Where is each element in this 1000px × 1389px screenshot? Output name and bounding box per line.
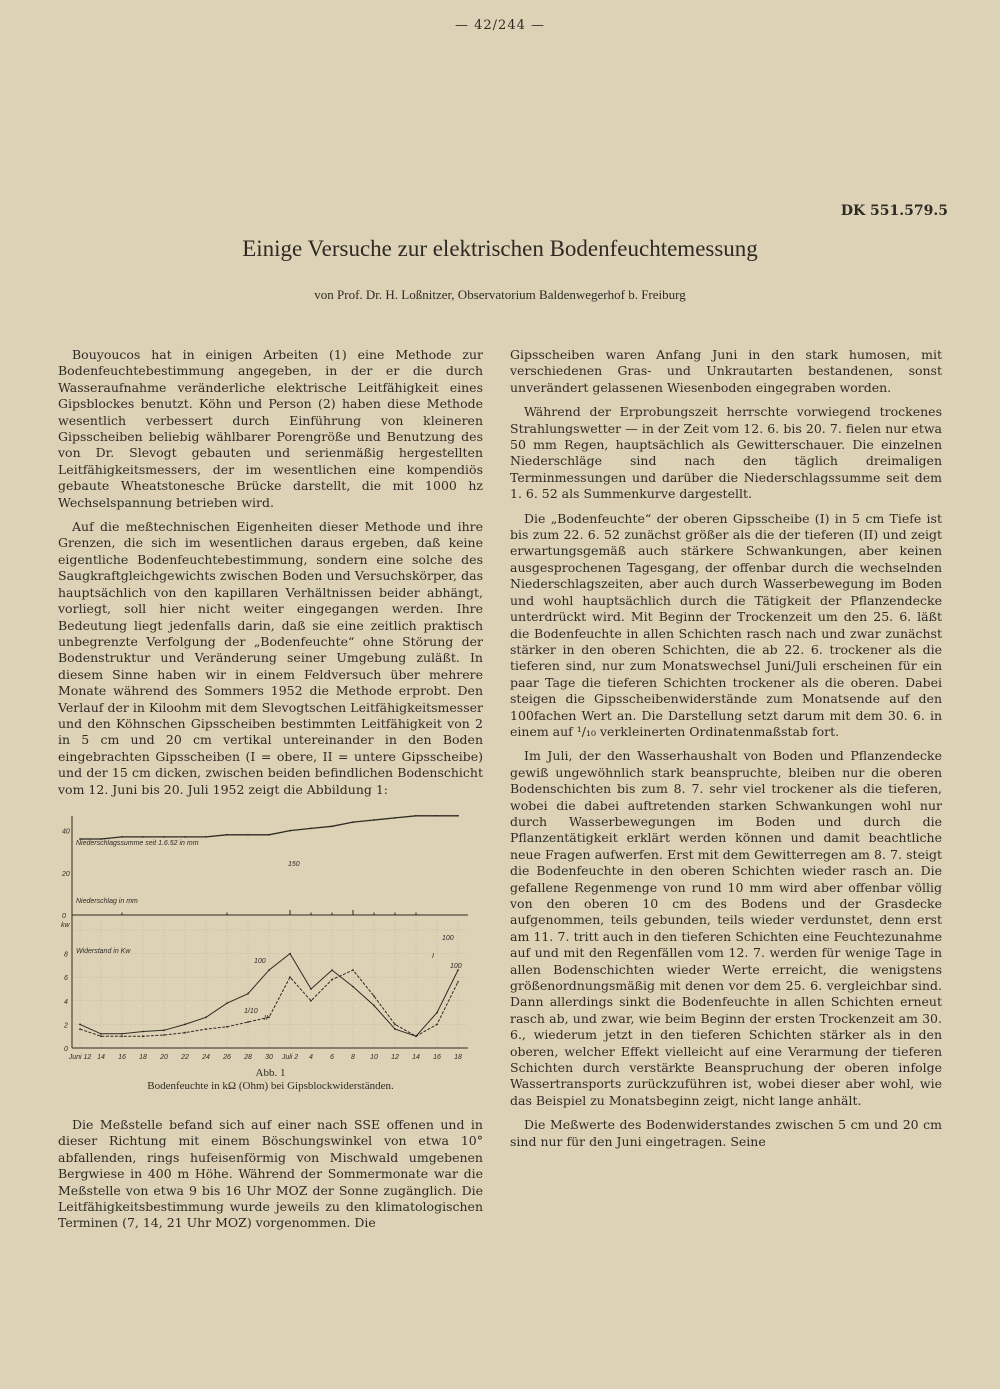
x-tick-label: 10 <box>370 1053 378 1061</box>
data-point <box>457 981 459 983</box>
paragraph: Die „Bodenfeuchte“ der oberen Gipsscheibe (I) in 5 cm Tiefe ist bis zum 22. 6. 52 zunächst größer als die der tieferen (II) und zeigt erwartungsgemäß auch stärkere Schwankungen, aber keinen ausgesprochenen Tagesgang, der offenbar durch die wechselnden Niederschlagszeiten, aber auch durch Wasserbewegung im Boden und wohl hauptsächlich durch die Tätigkeit der Pflanzendecke unterdrückt wird. Mit Beginn der Trockenzeit um den 25. 6. läßt die Bodenfeuchte in allen Schichten rasch nach und zwar zunächst stärker in den oberen Schichten, die ab 22. 6. trockener als die tieferen sind, nur zum Monatswechsel Juni/Juli erscheinen für ein paar Tage die tieferen Schichten trockener als die oberen. Dabei steigen die Gipsscheibenwiderstände zum Monatsende auf den 100fachen Wert an. Die Darstellung setzt darum mit dem 30. 6. in einem auf ¹/₁₀ verkleinerten Ordinatenmaßstab fort. <box>510 510 942 739</box>
paragraph: Die Meßwerte des Bodenwiderstandes zwischen 5 cm und 20 cm sind nur für den Juni eingetragen. Seine <box>510 1117 942 1149</box>
paragraph: Auf die meßtechnischen Eigenheiten dieser Methode und ihre Grenzen, die sich im wesentlichen daraus ergeben, daß keine eigentliche Bodenfeuchtebestimmung, sondern eine solche des Saugkraftgleichgewichts zwischen Boden und Versuchskörper, das hauptsächlich von den kapillaren Verhältnissen beider abhängt, vorliegt, soll hier nicht weiter eingegangen werden. Ihre Bedeutung liegt jedenfalls darin, daß sie eine zeitlich praktisch unbegrenzte Verfolgung der „Bodenfeuchte“ ohne Störung der Bodenstruktur und Veränderung seiner Umgebung zuläßt. In diesem Sinne haben wir in einem Feldversuch über mehrere Monate während des Sommers 1952 die Methode erprobt. Den Verlauf der in Kiloohm mit dem Slevogtschen Leitfähigkeitsmesser und den Köhnschen Gipsscheiben bestimmten Leitfähigkeit von 2 in 5 cm und 20 cm vertikal untereinander in den Boden eingebrachten Gipsscheiben (I = obere, II = untere Gipsscheibe) und der 15 cm dicken, zwischen beiden befindlichen Bodenschicht vom 12. Juni bis 20. Juli 1952 zeigt die Abbildung 1: <box>58 519 483 797</box>
paragraph: Bouyoucos hat in einigen Arbeiten (1) eine Methode zur Bodenfeuchtebestimmung angegeben, in der er die durch Wasseraufnahme veränderliche elektrische Leitfähigkeit eines Gipsblockes benutzt. Köhn und Person (2) haben diese Methode wesentlich verbessert durch Einführung von kleineren Gipsscheiben beliebig wählbarer Porengröße und Benutzung des von Dr. Slevogt gebauten und serienmäßig hergestellten Leitfähigkeitsmessers, der im wesentlichen eine kompendiös gebaute Wheatstonesche Brücke darstellt, die mit 1000 hz Wechselspannung betrieben wird. <box>58 347 483 510</box>
caption-line-1: Abb. 1 <box>255 1066 286 1079</box>
data-point <box>352 986 354 988</box>
data-point <box>205 1028 207 1030</box>
data-point <box>394 1028 396 1030</box>
data-point <box>142 1035 144 1037</box>
data-point <box>100 838 102 840</box>
y-tick-label: 20 <box>62 870 70 878</box>
data-point <box>268 969 270 971</box>
data-point <box>352 821 354 823</box>
x-tick-label: 18 <box>139 1053 147 1061</box>
data-point <box>142 1031 144 1033</box>
y-tick-label: 6 <box>64 975 68 983</box>
caption-line-2: Bodenfeuchte in kΩ (Ohm) bei Gipsblockwiderständen. <box>147 1079 394 1092</box>
data-point <box>247 1021 249 1023</box>
annotation-1-10: 1/10 <box>244 1007 258 1015</box>
data-point <box>184 836 186 838</box>
data-point <box>163 1034 165 1036</box>
data-point <box>436 1012 438 1014</box>
data-point <box>205 1016 207 1018</box>
y-tick-label: 0 <box>62 912 66 920</box>
annotation-100-right: 100 <box>442 934 454 942</box>
annotation-150: 150 <box>288 860 300 868</box>
dk-classification: DK 551.579.5 <box>840 203 948 219</box>
left-column <box>58 347 483 1240</box>
x-tick-label: 28 <box>244 1053 252 1061</box>
right-column <box>510 347 942 1158</box>
data-point <box>79 838 81 840</box>
soil-moisture-chart <box>58 808 483 1063</box>
data-point <box>121 836 123 838</box>
data-point <box>226 1002 228 1004</box>
paragraph: Im Juli, der den Wasserhaushalt von Boden und Pflanzendecke gewiß ungewöhnlich stark beanspruchte, bleiben nur die oberen Bodenschichten bis zum 8. 7. sehr viel trockener als die tieferen, wobei die dabei auftretenden starken Schwankungen wohl nur durch Wasserbewegungen im Boden und durch die Pflanzentätigkeit erklärt werden können und damit beachtliche neue Fragen aufwerfen. Erst mit dem Gewitterregen am 8. 7. steigt die Bodenfeuchte in den oberen Schichten wieder rasch an. Die gefallene Regenmenge von rund 10 mm wird aber offenbar völlig von den oberen 10 cm des Bodens und der Grasdecke aufgenommen, teils gebunden, teils wieder verdunstet, denn erst am 11. 7. tritt auch in den tieferen Schichten eine Feuchtezunahme auf und mit den Regenfällen vom 12. 7. werden für wenige Tage in allen Bodenschichten wieder Werte erreicht, die wenigstens größenordnungsmäßig mit denen vor dem 25. 6. vergleichbar sind. Dann allerdings sinkt die Bodenfeuchte in allen Schichten erneut rasch ab, und zwar, wie beim Beginn der ersten Trockenzeit am 30. 6., wiederum jetzt in den tieferen Schichten stärker als in den oberen, welcher Effekt vielleicht auf eine Verarmung der tieferen Schichten durch verstärkte Beanspruchung der oberen infolge Wassertransports zurückzuführen ist, wobei dieser aber wohl, wie das Beispiel zu Monatsbeginn zeigt, nicht lange anhält. <box>510 748 942 1108</box>
data-point <box>373 819 375 821</box>
data-point <box>310 988 312 990</box>
paragraph: Die Meßstelle befand sich auf einer nach SSE offenen und in dieser Richtung mit einem Böschungswinkel von etwa 10° abfallenden, rings hufeisenförmig von Mischwald umgebenen Bergwiese in 400 m Höhe. Während der Sommermonate war die Meßstelle von etwa 9 bis 16 Uhr MOZ der Sonne zugänglich. Die Leitfähigkeitsbestimmung wurde jeweils zu den klimatologischen Terminen (7, 14, 21 Uhr MOZ) vorgenommen. Die <box>58 1116 483 1231</box>
y-tick-label: 40 <box>62 828 70 836</box>
data-point <box>205 836 207 838</box>
data-point <box>226 834 228 836</box>
x-tick-label: 14 <box>412 1053 420 1061</box>
x-tick-label: 14 <box>97 1053 105 1061</box>
x-tick-label: 22 <box>181 1053 189 1061</box>
label-precip-sum: Niederschlagssumme seit 1.6.52 in mm <box>76 839 199 847</box>
data-point <box>121 1035 123 1037</box>
x-tick-label: 30 <box>265 1053 273 1061</box>
y-tick-label: 0 <box>64 1045 68 1053</box>
x-tick-label: 24 <box>202 1053 210 1061</box>
data-point <box>268 834 270 836</box>
data-point <box>247 834 249 836</box>
data-point <box>415 815 417 817</box>
data-point <box>163 1029 165 1031</box>
label-resistance: Widerstand in Kw <box>76 947 131 955</box>
annotation-I: I <box>432 952 434 960</box>
data-point <box>331 979 333 981</box>
data-point <box>163 836 165 838</box>
x-tick-label: Juli 2 <box>281 1053 299 1061</box>
data-point <box>436 1023 438 1025</box>
y-tick-label: 4 <box>64 998 68 1006</box>
figure-abb-1 <box>58 808 483 1063</box>
article-byline: von Prof. Dr. H. Loßnitzer, Observatorium Baldenwegerhof b. Freiburg <box>314 287 686 302</box>
data-point <box>394 1023 396 1025</box>
x-tick-label: 16 <box>118 1053 126 1061</box>
annotation-100-right-2: 100 <box>450 962 462 970</box>
x-tick-label: 12 <box>391 1053 399 1061</box>
x-tick-label: 4 <box>309 1053 313 1061</box>
data-point <box>100 1033 102 1035</box>
data-point <box>268 1016 270 1018</box>
paragraph: Während der Erprobungszeit herrschte vorwiegend trockenes Strahlungswetter — in der Zeit vom 12. 6. bis 20. 7. fielen nur etwa 50 mm Regen, hauptsächlich als Gewitterschauer. Die einzelnen Niederschläge sind nach den täglich dreimaligen Terminmessungen und darüber die Niederschlagssumme seit dem 1. 6. 52 als Summenkurve dargestellt. <box>510 404 942 502</box>
data-point <box>289 976 291 978</box>
x-tick-label: Juni 12 <box>68 1053 92 1061</box>
article-title: Einige Versuche zur elektrischen Bodenfeuchtemessung <box>242 236 758 261</box>
data-point <box>331 825 333 827</box>
label-kw: kw <box>61 921 70 929</box>
data-point <box>352 969 354 971</box>
data-point <box>247 993 249 995</box>
data-point <box>373 995 375 997</box>
annotation-100-left: 100 <box>254 957 266 965</box>
data-point <box>142 836 144 838</box>
x-tick-label: 16 <box>433 1053 441 1061</box>
data-point <box>457 815 459 817</box>
data-point <box>184 1023 186 1025</box>
annotation-II: II <box>264 1014 268 1022</box>
data-point <box>331 969 333 971</box>
data-point <box>289 830 291 832</box>
data-point <box>79 1023 81 1025</box>
data-point <box>79 1028 81 1030</box>
x-tick-label: 8 <box>351 1053 355 1061</box>
data-point <box>226 1026 228 1028</box>
data-point <box>100 1035 102 1037</box>
page-number: — 42/244 — <box>455 18 545 33</box>
data-point <box>310 1000 312 1002</box>
data-point <box>184 1032 186 1034</box>
data-point <box>310 827 312 829</box>
x-tick-label: 6 <box>330 1053 334 1061</box>
data-point <box>289 953 291 955</box>
y-tick-label: 8 <box>64 951 68 959</box>
figure-caption <box>58 1067 483 1093</box>
x-tick-label: 26 <box>223 1053 231 1061</box>
label-precip: Niederschlag in mm <box>76 897 138 905</box>
paragraph: Gipsscheiben waren Anfang Juni in den stark humosen, mit verschiedenen Gras- und Unkrautarten bestandenen, sonst unverändert gelassenen Wiesenboden eingegraben worden. <box>510 347 942 395</box>
data-point <box>394 817 396 819</box>
data-point <box>121 1033 123 1035</box>
x-tick-label: 20 <box>160 1053 168 1061</box>
data-point <box>373 1005 375 1007</box>
y-tick-label: 2 <box>64 1022 68 1030</box>
data-point <box>415 1035 417 1037</box>
data-point <box>436 815 438 817</box>
x-tick-label: 18 <box>454 1053 462 1061</box>
